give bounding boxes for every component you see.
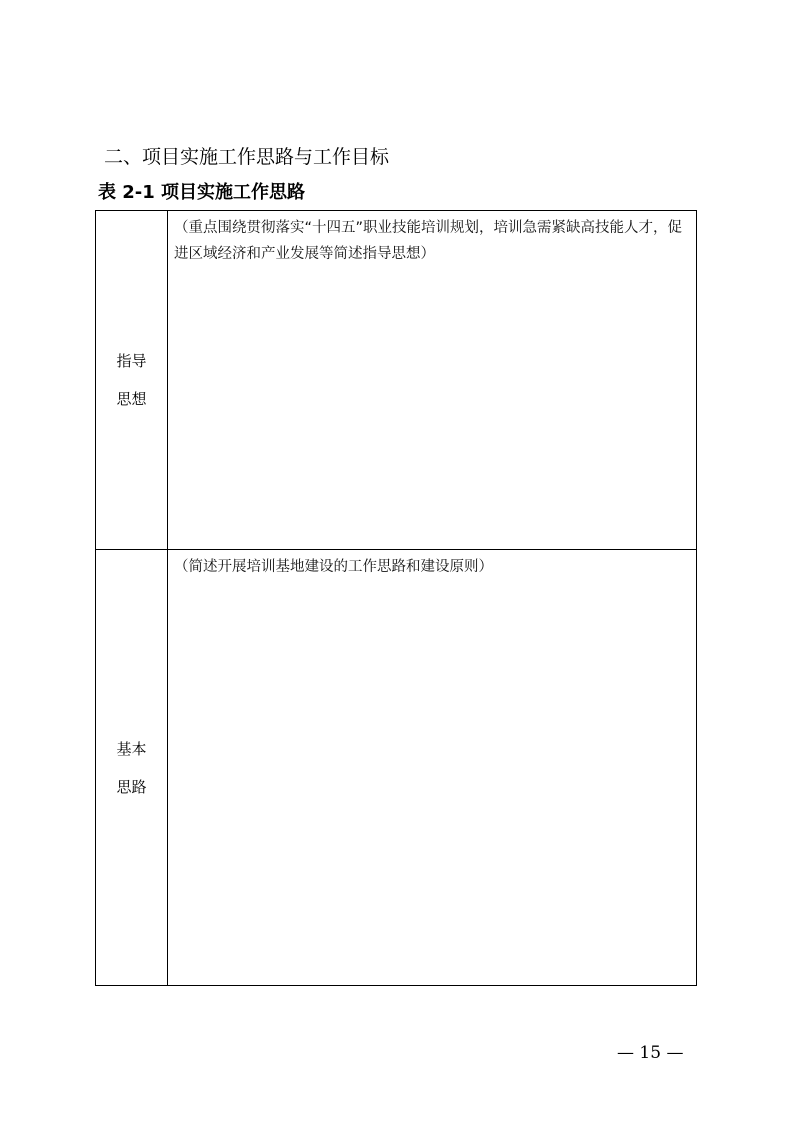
table-row-basic-approach (96, 550, 696, 985)
row-label-line: 基本 (116, 739, 147, 758)
basic-approach-field[interactable] (168, 550, 696, 985)
page-number: — 15 — (617, 1043, 684, 1063)
table-row-guiding-ideology (96, 211, 696, 550)
guiding-ideology-hint: （重点围绕贯彻落实“十四五”职业技能培训规划，培训急需紧缺高技能人才，促进区域经济和产业发展等简述指导思想） (174, 220, 683, 262)
row-label-line: 思想 (116, 390, 147, 408)
row-label-guiding-ideology (96, 211, 168, 549)
section-heading: 二、项目实施工作思路与工作目标 (104, 146, 390, 168)
row-label-line: 思路 (116, 777, 147, 796)
guiding-ideology-field[interactable] (168, 211, 696, 549)
work-approach-table (95, 210, 697, 986)
basic-approach-hint: （简述开展培训基地建设的工作思路和建设原则） (174, 559, 493, 575)
row-label-line: 指导 (116, 352, 147, 370)
table-caption: 表 2-1 项目实施工作思路 (98, 182, 306, 203)
row-label-basic-approach (96, 550, 168, 985)
